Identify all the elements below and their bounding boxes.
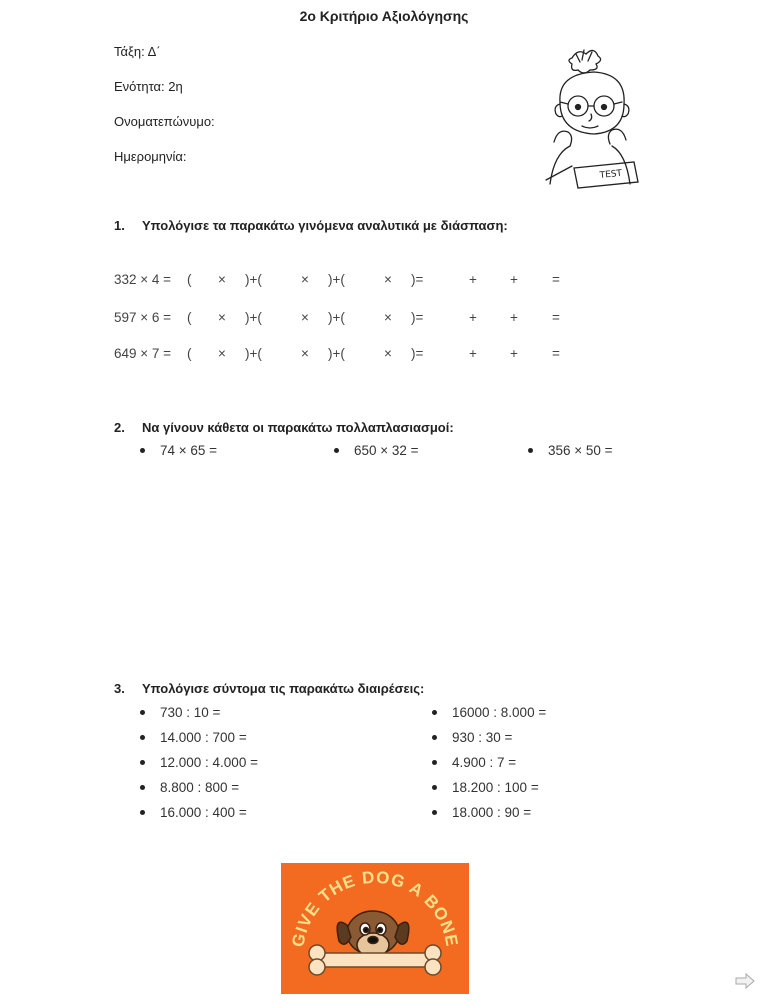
name-label: Ονοματεπώνυμο: (114, 114, 215, 129)
logo-text: GIVE THE DOG A BONE (288, 867, 462, 949)
multiplication-item (140, 443, 217, 458)
item-text: 18.000 : 90 = (452, 805, 532, 820)
class-label: Τάξη: Δ΄ (114, 44, 161, 59)
division-item (140, 780, 239, 795)
item-text: 650 × 32 = (354, 443, 419, 458)
row-expression: 649 × 7 = (114, 346, 172, 361)
paren-close-plus: )+( (245, 346, 262, 361)
paren-close-plus: )+( (328, 310, 345, 325)
paren-close-eq: )= (411, 310, 424, 325)
item-text: 356 × 50 = (548, 443, 613, 458)
section-3-title (114, 681, 424, 696)
division-item (432, 805, 531, 820)
times-sign: × (301, 310, 309, 325)
date-label: Ημερομηνία: (114, 149, 187, 164)
bullet-icon (432, 810, 437, 815)
bullet-icon (334, 448, 339, 453)
paren-open: ( (187, 272, 192, 287)
paren-close-plus: )+( (328, 346, 345, 361)
paren-close-plus: )+( (328, 272, 345, 287)
student-test-icon (534, 44, 644, 189)
item-text: 16.000 : 400 = (160, 805, 247, 820)
division-item (432, 730, 512, 745)
item-text: 18.200 : 100 = (452, 780, 539, 795)
section-2-title (114, 420, 454, 435)
section-1-text: Υπολόγισε τα παρακάτω γινόμενα αναλυτικά με διάσπαση: (142, 218, 508, 233)
row-expression: 597 × 6 = (114, 310, 172, 325)
item-text: 16000 : 8.000 = (452, 705, 547, 720)
item-text: 8.800 : 800 = (160, 780, 240, 795)
section-3-text: Υπολόγισε σύντομα τις παρακάτω διαιρέσεις: (142, 681, 425, 696)
bullet-icon (140, 735, 145, 740)
multiplication-item (528, 443, 613, 458)
paren-close-plus: )+( (245, 272, 262, 287)
plus-sign: + (510, 310, 518, 325)
unit-label: Ενότητα: 2η (114, 79, 183, 94)
equals-sign: = (552, 346, 560, 361)
bullet-icon (432, 760, 437, 765)
division-item (140, 705, 220, 720)
item-text: 74 × 65 = (160, 443, 218, 458)
division-item (432, 780, 539, 795)
times-sign: × (384, 346, 392, 361)
division-item (140, 805, 247, 820)
times-sign: × (384, 272, 392, 287)
paren-open: ( (187, 346, 192, 361)
plus-sign: + (469, 272, 477, 287)
times-sign: × (301, 272, 309, 287)
times-sign: × (218, 346, 226, 361)
paren-open: ( (187, 310, 192, 325)
item-text: 12.000 : 4.000 = (160, 755, 258, 770)
equals-sign: = (552, 272, 560, 287)
bullet-icon (528, 448, 533, 453)
give-the-dog-a-bone-logo (281, 863, 469, 994)
item-text: 730 : 10 = (160, 705, 221, 720)
plus-sign: + (469, 346, 477, 361)
bullet-icon (140, 810, 145, 815)
bullet-icon (432, 785, 437, 790)
worksheet-title: 2ο Κριτήριο Αξιολόγησης (299, 8, 469, 24)
section-1-title (114, 218, 508, 233)
division-item (140, 755, 258, 770)
item-text: 14.000 : 700 = (160, 730, 247, 745)
bullet-icon (140, 760, 145, 765)
next-page-arrow-icon[interactable] (734, 972, 756, 990)
row-expression: 332 × 4 = (114, 272, 172, 287)
bullet-icon (140, 710, 145, 715)
bullet-icon (432, 710, 437, 715)
section-1-number: 1. (114, 218, 125, 233)
division-item (140, 730, 247, 745)
paren-close-plus: )+( (245, 310, 262, 325)
section-2-text: Να γίνουν κάθετα οι παρακάτω πολλαπλασιασμοί: (142, 420, 454, 435)
plus-sign: + (469, 310, 477, 325)
item-text: 4.900 : 7 = (452, 755, 517, 770)
times-sign: × (384, 310, 392, 325)
times-sign: × (218, 272, 226, 287)
section-2-number: 2. (114, 420, 125, 435)
bullet-icon (432, 735, 437, 740)
paren-close-eq: )= (411, 272, 424, 287)
equals-sign: = (552, 310, 560, 325)
plus-sign: + (510, 272, 518, 287)
times-sign: × (301, 346, 309, 361)
division-item (432, 705, 546, 720)
test-paper-label: TEST (599, 168, 623, 181)
times-sign: × (218, 310, 226, 325)
paren-close-eq: )= (411, 346, 424, 361)
section-3-number: 3. (114, 681, 125, 696)
multiplication-item (334, 443, 419, 458)
plus-sign: + (510, 346, 518, 361)
division-item (432, 755, 516, 770)
bullet-icon (140, 448, 145, 453)
bullet-icon (140, 785, 145, 790)
item-text: 930 : 30 = (452, 730, 513, 745)
